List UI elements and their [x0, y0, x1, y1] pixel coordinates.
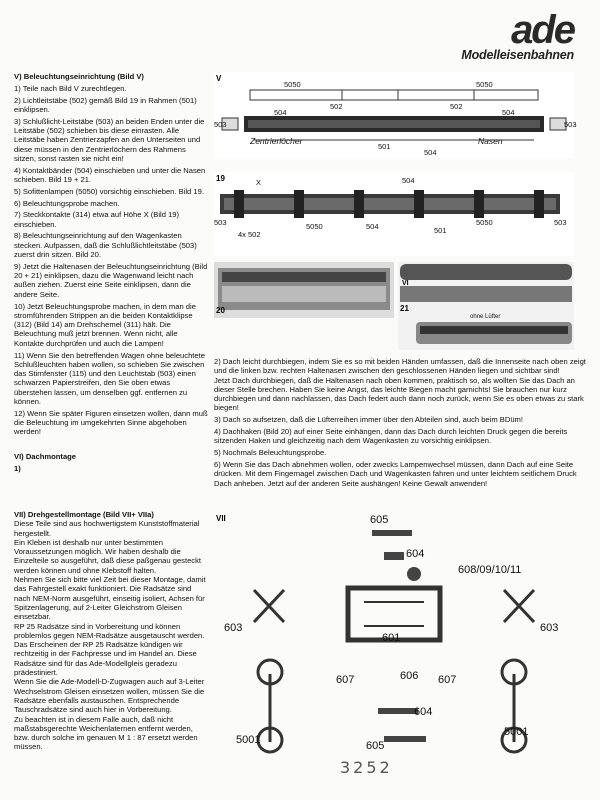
part-callout: 604 — [414, 706, 433, 718]
part-callout: 5001 — [504, 726, 529, 738]
part-callout: 503 — [564, 120, 577, 129]
part-callout: 5001 — [236, 734, 261, 746]
bogie-paragraph: RP 25 Radsätze sind in Vorbereitung und können problemlos gegen NEM-Radsätze ausgetauscht werden. Das Erscheinen der RP 25 Radsätze kündigen wir rechtzeitig in der Fachpresse und im Handel an. Diese Radsätze sind für das Ade-Modellgleis geradezu prädestiniert. — [14, 621, 205, 678]
part-callout: 503 — [214, 120, 227, 129]
part-callout: 603 — [540, 622, 559, 634]
lighting-step: 2) Lichtleitstäbe (502) gemäß Bild 19 in Rahmen (501) einklipsen. — [14, 95, 197, 114]
part-callout: 502 — [330, 102, 343, 111]
part-callout: 5050 — [476, 80, 493, 89]
roof-step: 3) Dach so aufsetzen, daß die Lüfterreihen immer über den Abteilen sind, auch beim BDüm! — [214, 415, 523, 425]
section-roof — [14, 452, 208, 476]
brand-logo — [461, 10, 574, 62]
figure-v-label: V — [216, 74, 222, 83]
lighting-step: 1) Teile nach Bild V zurechtlegen. — [14, 83, 127, 93]
lighting-step: 11) Wenn Sie den betreffenden Wagen ohne beleuchtete Schlußleuchten haben wollen, so schieben Sie zwischen das Stirnfenster (115) und den Leuchtstab (503) einen schwarzen Papierstreifen, den Sie oben etwas überstehen lassen, um denselben ggf. entfernen zu können. — [14, 350, 205, 406]
figure-20-label: 20 — [216, 306, 225, 315]
annotation-tabs: Nasen — [478, 136, 503, 146]
lighting-step: 12) Wenn Sie später Figuren einsetzen wollen, dann muß die Beleuchtung im umgekehrten Sinne abgehoben werden! — [14, 408, 208, 437]
part-callout: 501 — [434, 226, 447, 235]
bogie-paragraph: Zu beachten ist in diesem Falle auch, daß nicht maßstabsgerechte Weichenlaternen entfernt werden, bzw. durch solche im genauen M 1 : 87 ersetzt werden müssen. — [14, 714, 198, 752]
part-callout: 502 — [450, 102, 463, 111]
part-callout: 605 — [366, 740, 385, 752]
part-callout: 501 — [378, 142, 391, 151]
section-bogie — [14, 510, 208, 752]
part-callout: 603 — [224, 622, 243, 634]
lighting-step: 9) Jetzt die Haltenasen der Beleuchtungseinrichtung (Bild 20 + 21) einklipsen, dazu die Wagenwand leicht nach außen ziehen. Zuerst eine Seite einklipsen, dann die andere Seite. — [14, 261, 208, 299]
part-callout: 5050 — [284, 80, 301, 89]
figure-21-label: 21 — [400, 304, 409, 313]
roof-step: 2) Dach leicht durchbiegen, indem Sie es so mit beiden Händen umfassen, daß die Innenseite nach oben zeigt und die linken bzw. rechten Haltenasen zwischen den geschlossenen Händen liegen und sichtbar sind! — [214, 357, 586, 376]
part-callout: 504 — [274, 108, 287, 117]
light-frame-drawing — [214, 172, 574, 256]
part-callout: 504 — [366, 222, 379, 231]
position-mark-x: X — [256, 178, 262, 187]
roof-note: ohne Lüfter — [470, 314, 501, 320]
part-callout: 5050 — [476, 218, 493, 227]
part-callout: 504 — [424, 148, 437, 157]
part-callout: 606 — [400, 670, 419, 682]
figure-19-label: 19 — [216, 174, 225, 183]
roof-step: Jetzt Dach durchbiegen, daß die Haltenasen nach oben kommen, praktisch so, als wollten Sie das Dach an dieser Stelle brechen. Haben Sie keine Angst, das leichte Biegen macht garnichts! Sie brauchen nur kurz durchbiegen und dann nachlassen, das Dach federt auch dann noch zurück, wenn Sie es oben etwas zu stark biegen! — [214, 375, 584, 413]
figure-19-light-frame — [214, 172, 574, 256]
logo-subtitle: Modelleisenbahnen — [461, 48, 574, 62]
figure-20-car-body — [214, 262, 394, 318]
section-roof-title: VI) Dachmontage — [14, 452, 77, 461]
lighting-step: 7) Steckkontakte (314) etwa auf Höhe X (Bild 19) einschieben. — [14, 210, 180, 229]
bogie-paragraph: Nehmen Sie sich bitte viel Zeit bei dieser Montage, damit das Fahrgestell exakt funktioniert. Die Radsätze sind nach NEM-Norm ausgeführt, einseitig isoliert, Achsen für Spitzenlagerung, auf 2-Leiter Gleichstrom Gleisen einsetzbar. — [14, 575, 206, 622]
part-callout: 503 — [214, 218, 227, 227]
roof-step: 6) Wenn Sie das Dach abnehmen wollen, oder zwecks Lampenwechsel müssen, dann Dach auf eine Seite drücken. Mit dem Fingernagel zwischen Dach und Wagenkasten fahren und unter leichtem seitlichem Druck Dach anheben. Jetzt auf der anderen Seite aushängen! Keine Gewalt anwenden! — [214, 459, 577, 488]
part-callout: 504 — [502, 108, 515, 117]
part-callout: 605 — [370, 514, 389, 526]
annotation-centering-holes: Zentrierlöcher — [250, 136, 303, 146]
lighting-step: 3) Schlußlicht-Leitstäbe (503) an beiden Enden unter die Leitstäbe (502) schieben bis diese einrasten. Alle Leitstäbe haben Zentrierzapfen an den Unterseiten und diese müssen in den Zentrierlöchern des Rahmens sitzen, sonst rasten sie nicht ein! — [14, 116, 205, 163]
logo-wordmark: ade — [511, 8, 574, 52]
roof-steps-continued — [214, 357, 586, 490]
roof-step: 5) Nochmals Beleuchtungsprobe. — [214, 448, 327, 458]
part-callout: 504 — [402, 176, 415, 185]
lighting-step: 8) Beleuchtungseinrichtung auf den Wagenkasten stecken. Aufpassen, daß die Schlußlichtleitstäbe (503) zuerst drin sitzen. Bild 20. — [14, 231, 197, 260]
roof-step-1: 1) — [14, 463, 21, 473]
lighting-step: 4) Kontaktbänder (504) einschieben und unter die Nasen schieben. Bild 19 + 21. — [14, 165, 206, 184]
section-bogie-title: VII) Drehgestellmontage (Bild VII+ VIIa) — [14, 510, 154, 519]
figure-21-roof — [398, 262, 574, 350]
roof-step: 4) Dachhaken (Bild 20) auf einer Seite einhängen, dann das Dach durch leichten Druck gegen die bereits sitzenden Haken und gleichzeitig nach dem Wagenkasten zu vorsichtig einklipsen. — [214, 427, 568, 446]
roof-and-car-drawing — [398, 262, 574, 350]
part-callout: 604 — [406, 548, 425, 560]
car-body-drawing — [214, 262, 394, 318]
section-lighting — [14, 72, 208, 439]
part-callout: 607 — [336, 674, 355, 686]
part-callout: 503 — [554, 218, 567, 227]
part-callout: 607 — [438, 674, 457, 686]
section-lighting-title: V) Beleuchtungseinrichtung (Bild V) — [14, 72, 144, 81]
part-callout: 601 — [382, 632, 401, 644]
part-callout: 5050 — [306, 222, 323, 231]
bogie-paragraph: Wenn Sie die Ade-Modell-D-Zugwagen auch auf 3-Leiter Wechselstrom Gleisen einsetzen wollen, müssen Sie die Radsätze ebenfalls austauschen. Entsprechende Tauschradsätze sind auch hier in Vorbereitung. — [14, 677, 205, 715]
lighting-step: 5) Sofittenlampen (5050) vorsichtig einschieben. Bild 19. — [14, 186, 204, 196]
figure-v-lighting-parts — [214, 72, 577, 158]
figure-vii-label: VII — [216, 514, 226, 523]
bogie-paragraph: Diese Teile sind aus hochwertigstem Kunststoffmaterial hergestellt. — [14, 519, 200, 538]
figure-vii-bogie-parts — [214, 512, 574, 756]
figure-vi-label: VI — [402, 280, 409, 287]
lighting-step: 6) Beleuchtungsprobe machen. — [14, 198, 120, 208]
bogie-paragraph: Ein Kleben ist deshalb nur unter bestimmten Voraussetzungen möglich. Wir haben deshalb die Einzelteile so ausgeführt, daß diese paßgenau gesteckt werden können und ohne Klebstoff halten. — [14, 537, 202, 575]
part-callout: 608/09/10/11 — [458, 564, 522, 576]
page-stamp-number: 3252 — [340, 758, 393, 777]
part-callout: 4x 502 — [238, 230, 261, 239]
lighting-step: 10) Jetzt Beleuchtungsprobe machen, in dem man die stromführenden Strippen an die beiden Kontaktklipse (312) (Bild 14) am Drehschemel (311) hält. Die Beleuchtung muß jetzt brennen. Wenn nicht, alle Kontakte durchprüfen und auch die Lampen! — [14, 301, 196, 348]
